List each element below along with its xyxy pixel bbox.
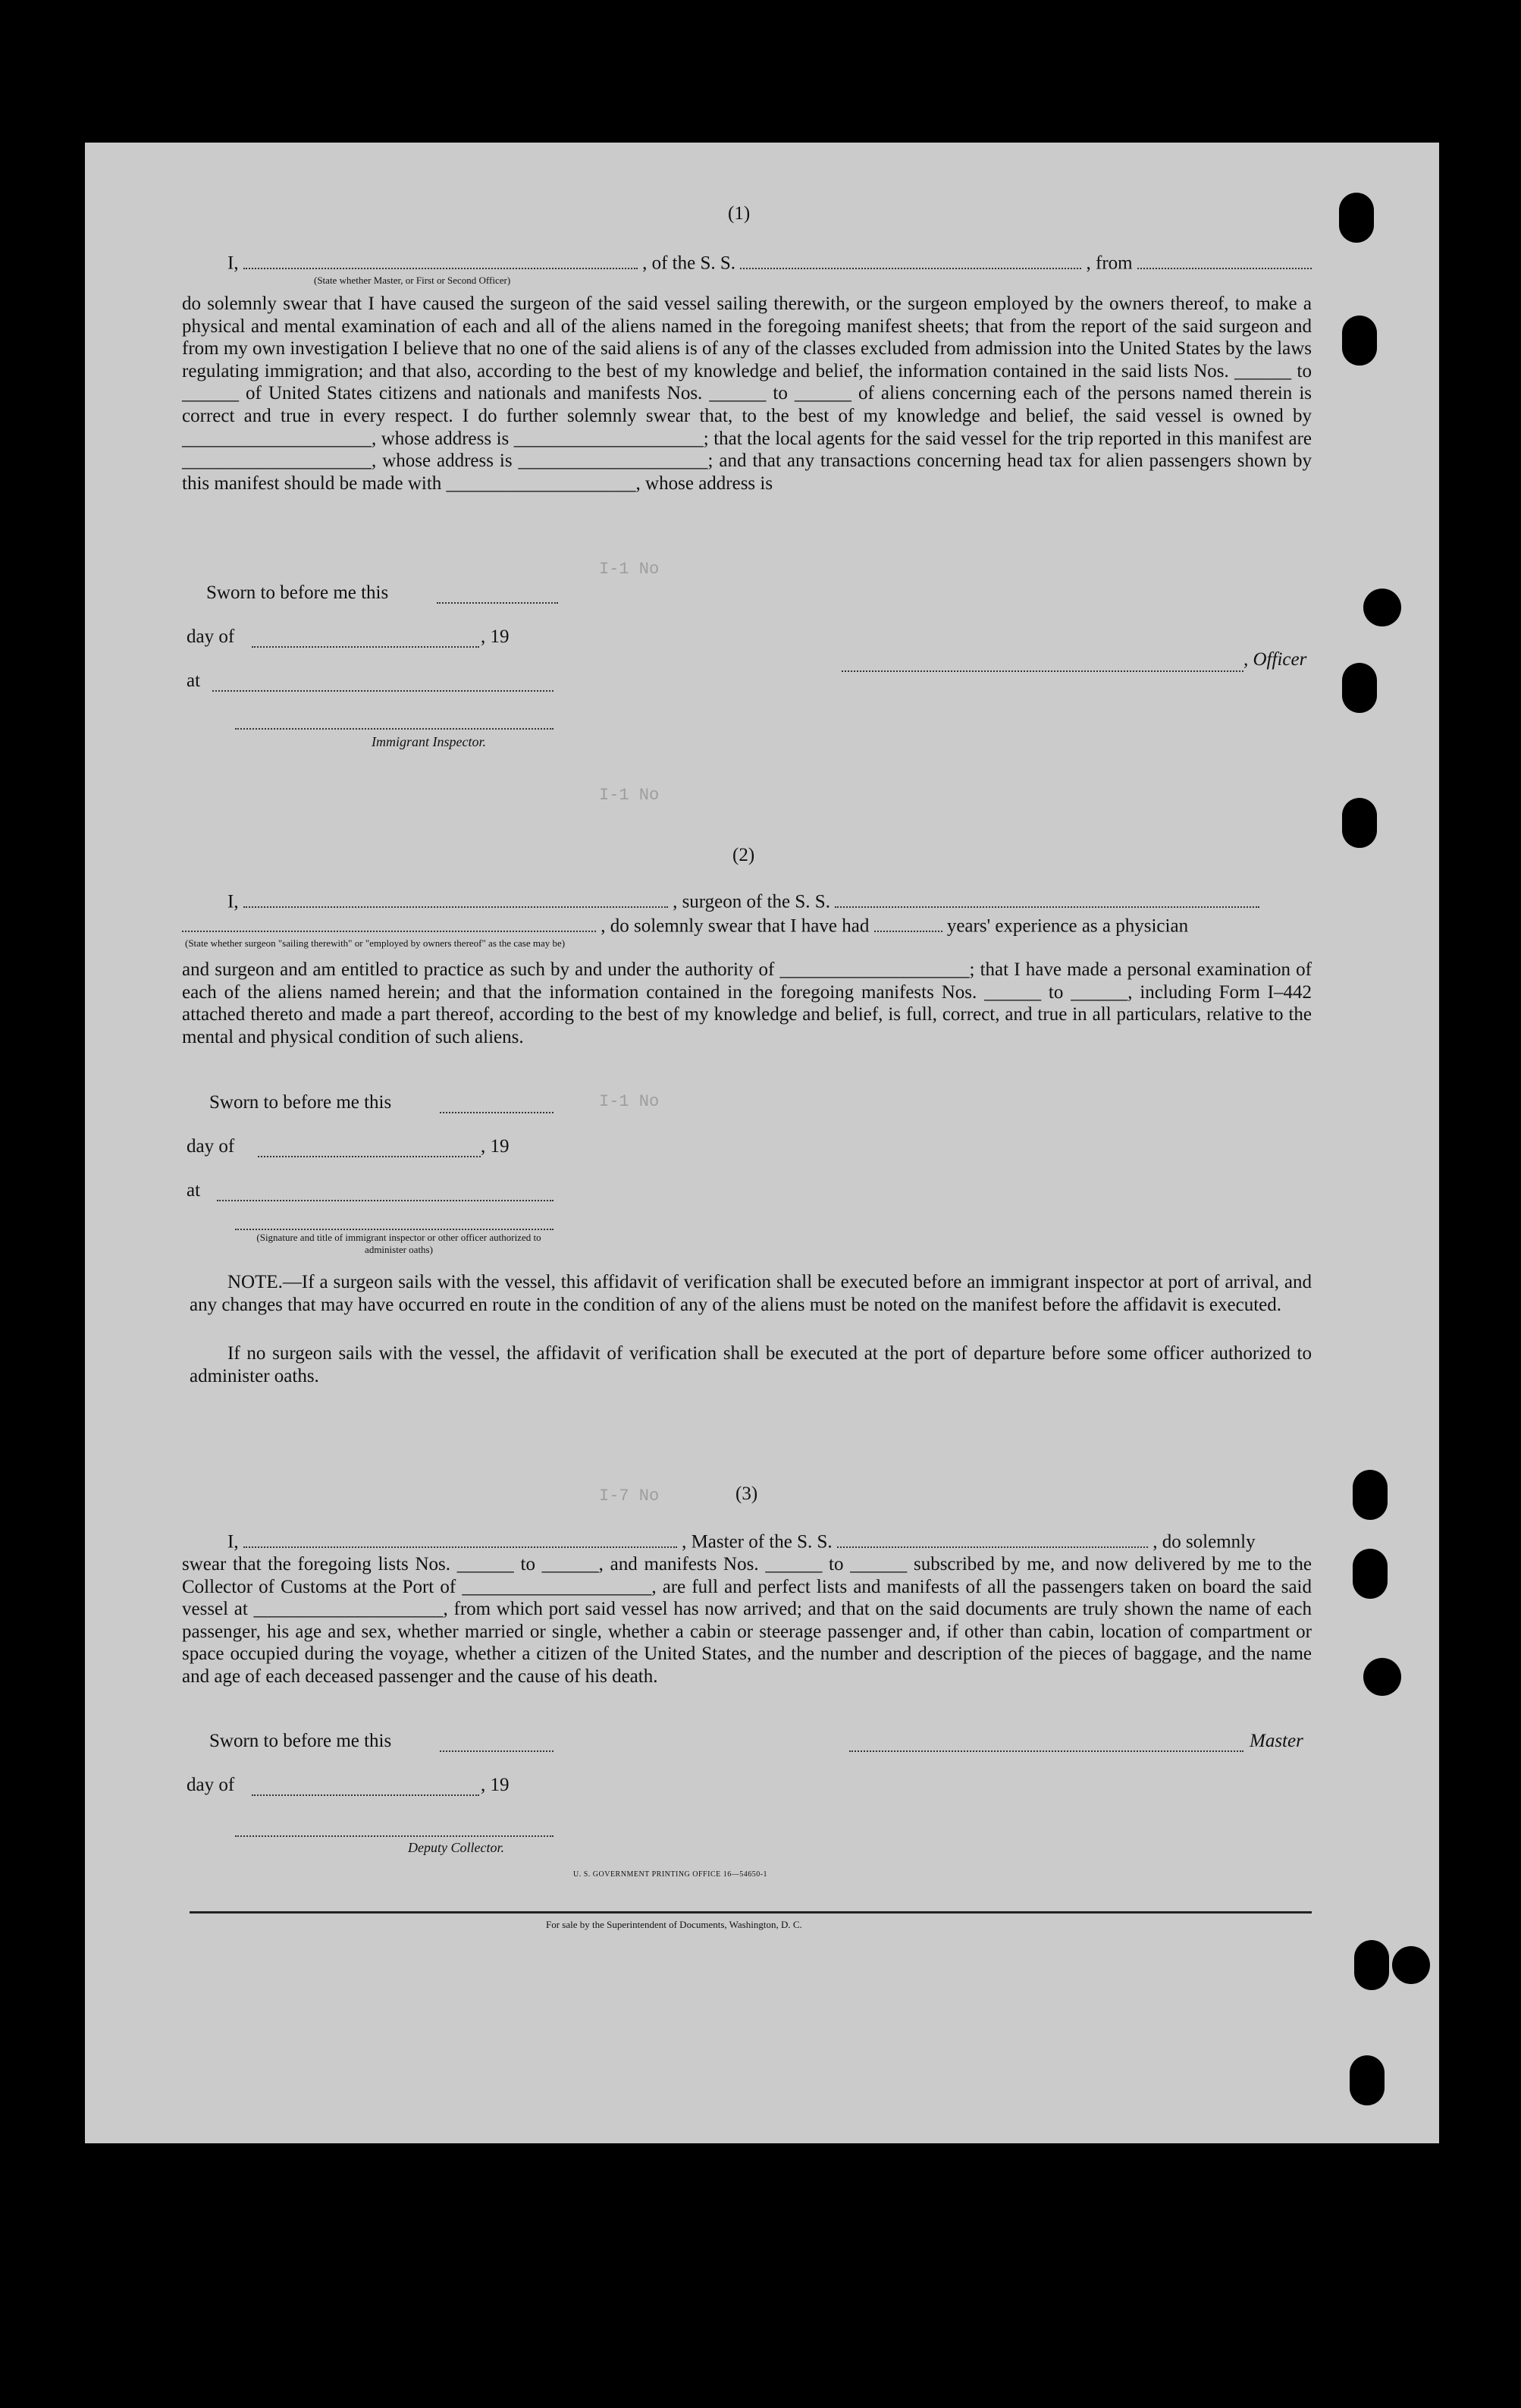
section-3-solemnly-label: , do solemnly: [1153, 1531, 1256, 1552]
sworn-date-field-3[interactable]: [440, 1731, 554, 1752]
day-field-3[interactable]: [252, 1775, 479, 1796]
section-3-day: day of: [187, 1775, 235, 1795]
collector-signature-field[interactable]: [235, 1820, 554, 1837]
inspector-signature-field[interactable]: [235, 713, 554, 730]
surgeon-name-field[interactable]: [243, 889, 668, 908]
binding-hole: [1342, 798, 1377, 848]
surgeon-note-2: If no surgeon sails with the vessel, the affidavit of verification shall be executed at the port of departure before some officer authorized to administer oaths.: [190, 1343, 1312, 1386]
bleed-through-mark: I-1 No: [599, 1092, 660, 1111]
footer-rule: [190, 1911, 1312, 1914]
section-2-day: day of: [187, 1136, 235, 1157]
section-2-sworn: Sworn to before me this: [209, 1092, 392, 1113]
section-1-sworn: Sworn to before me this: [206, 582, 389, 603]
day-field-1[interactable]: [252, 626, 479, 648]
master-name-field[interactable]: [243, 1529, 677, 1548]
sworn-date-field-2[interactable]: [440, 1092, 554, 1113]
binding-hole: [1339, 193, 1374, 243]
years-experience-field[interactable]: [874, 913, 942, 932]
from-port-field[interactable]: [1137, 250, 1312, 269]
vessel-name-field[interactable]: [740, 250, 1081, 269]
section-1-from-label: , from: [1086, 253, 1133, 274]
immigrant-inspector-label: Immigrant Inspector.: [372, 734, 486, 749]
section-3-year: , 19: [481, 1775, 510, 1795]
surgeon-vessel-field[interactable]: [835, 889, 1259, 908]
section-3-sworn: Sworn to before me this: [209, 1731, 392, 1751]
section-3-ss-label: , Master of the S. S.: [682, 1531, 833, 1552]
section-1-sublabel: (State whether Master, or First or Second Officer): [314, 275, 511, 286]
officer-name-field[interactable]: [243, 250, 638, 269]
oath-officer-signature-field[interactable]: [235, 1213, 554, 1230]
section-2-year: , 19: [481, 1136, 510, 1157]
section-3-body: swear that the foregoing lists Nos. ______ to ______, and manifests Nos. ______ to ______ subscribed by me, and now delivered by me to the Collector of Customs at the Port of ____________________, are full and perfect lists and manifests of all the passengers taken on board the said vessel at ____________________, from which port said vessel has now arrived; and that on the said documents are truly shown the name of each passenger, his age and sex, whether married or single, whether a cabin or steerage passenger and, if other than cabin, location of compartment or space occupied during the voyage, whether a citizen of the United States, and the number and description of the pieces of baggage, and the name and age of each deceased passenger and the cause of his death.: [182, 1554, 1312, 1687]
master-label: Master: [1250, 1731, 1303, 1751]
section-2-swear-label: , do solemnly swear that I have had: [601, 915, 870, 937]
binding-hole: [1342, 663, 1377, 713]
section-2-line1: [227, 889, 1259, 913]
section-3-number: (3): [735, 1483, 758, 1504]
punch-hole: [1363, 589, 1401, 626]
deputy-collector-label: Deputy Collector.: [408, 1840, 504, 1855]
binding-hole: [1350, 2055, 1385, 2105]
section-1-number: (1): [728, 203, 751, 224]
binding-hole: [1353, 1470, 1388, 1520]
day-field-2[interactable]: [258, 1136, 481, 1157]
surgeon-note: NOTE.—If a surgeon sails with the vessel, this affidavit of verification shall be executed before an immigrant inspector at port of arrival, and any changes that may have occurred en route in the condition of any of the aliens must be noted on the manifest before the affidavit is executed.: [190, 1272, 1312, 1315]
section-2-at: at: [187, 1180, 201, 1201]
at-field-2[interactable]: [217, 1180, 554, 1201]
surgeon-status-field[interactable]: [182, 913, 596, 932]
section-1-year: , 19: [481, 626, 510, 647]
section-2-number: (2): [732, 845, 755, 865]
officer-label: , Officer: [1243, 649, 1307, 670]
at-field-1[interactable]: [212, 670, 554, 692]
bleed-through-mark: I-7 No: [599, 1487, 660, 1505]
section-3-line1: [227, 1529, 1256, 1553]
sale-notice: For sale by the Superintendent of Documents, Washington, D. C.: [546, 1919, 802, 1930]
punch-hole: [1392, 1946, 1430, 1984]
section-2-sublabel: (State whether surgeon "sailing therewith" or "employed by owners thereof" as the case may be): [185, 937, 566, 949]
punch-hole: [1363, 1658, 1401, 1696]
master-signature-field[interactable]: [849, 1731, 1243, 1752]
binding-hole: [1353, 1549, 1388, 1599]
section-1-day: day of: [187, 626, 235, 647]
section-2-years-label: years' experience as a physician: [946, 915, 1189, 937]
officer-signature-field[interactable]: [842, 651, 1243, 672]
signature-title-label: (Signature and title of immigrant inspector or other officer authorized to administer oaths): [256, 1232, 541, 1255]
section-1-i-label: I,: [227, 253, 239, 274]
section-2-i-label: I,: [227, 891, 239, 912]
bleed-through-mark: I-1 No: [599, 560, 660, 579]
binding-hole: [1354, 1940, 1389, 1990]
section-2-ss-label: , surgeon of the S. S.: [673, 891, 830, 912]
section-2-line2: [182, 913, 1188, 937]
bleed-through-mark: I-1 No: [599, 786, 660, 805]
section-1-line1: [227, 250, 1312, 275]
master-vessel-field[interactable]: [837, 1529, 1148, 1548]
section-1-at: at: [187, 670, 201, 691]
section-3-i-label: I,: [227, 1531, 239, 1552]
gpo-imprint: U. S. GOVERNMENT PRINTING OFFICE 16—54650-1: [573, 1870, 768, 1879]
sworn-date-field-1[interactable]: [437, 582, 558, 604]
section-1-body: do solemnly swear that I have caused the surgeon of the said vessel sailing therewith, or the surgeon employed by the owners thereof, to make a physical and mental examination of each and all of the aliens named in the foregoing manifest sheets; that from the report of the said surgeon and from my own investigation I believe that no one of the said aliens is of any of the classes excluded from admission into the United States by the laws regulating immigration; and that also, according to the best of my knowledge and belief, the information contained in the said lists Nos. ______ to ______ of United States citizens and nationals and manifests Nos. ______ to ______ of aliens concerning each of the persons named therein is correct and true in every respect. I do further solemnly swear that, to the best of my knowledge and belief, the said vessel is owned by ____________________, whose address is ____________________; that the local agents for the said vessel for the trip reported in this manifest are ____________________, whose address is ____________________; and that any transactions concerning head tax for alien passengers shown by this manifest should be made with ____________________, whose address is: [182, 294, 1312, 494]
section-1-ss-label: , of the S. S.: [642, 253, 736, 274]
section-2-body: and surgeon and am entitled to practice as such by and under the authority of ____________________; that I have made a personal examination of each of the aliens named herein; and that the information contained in the foregoing manifests Nos. ______ to ______, including Form I–442 attached thereto and made a part thereof, according to the best of my knowledge and belief, is full, correct, and true in all particulars, relative to the mental and physical condition of such aliens.: [182, 959, 1312, 1047]
binding-hole: [1342, 316, 1377, 366]
